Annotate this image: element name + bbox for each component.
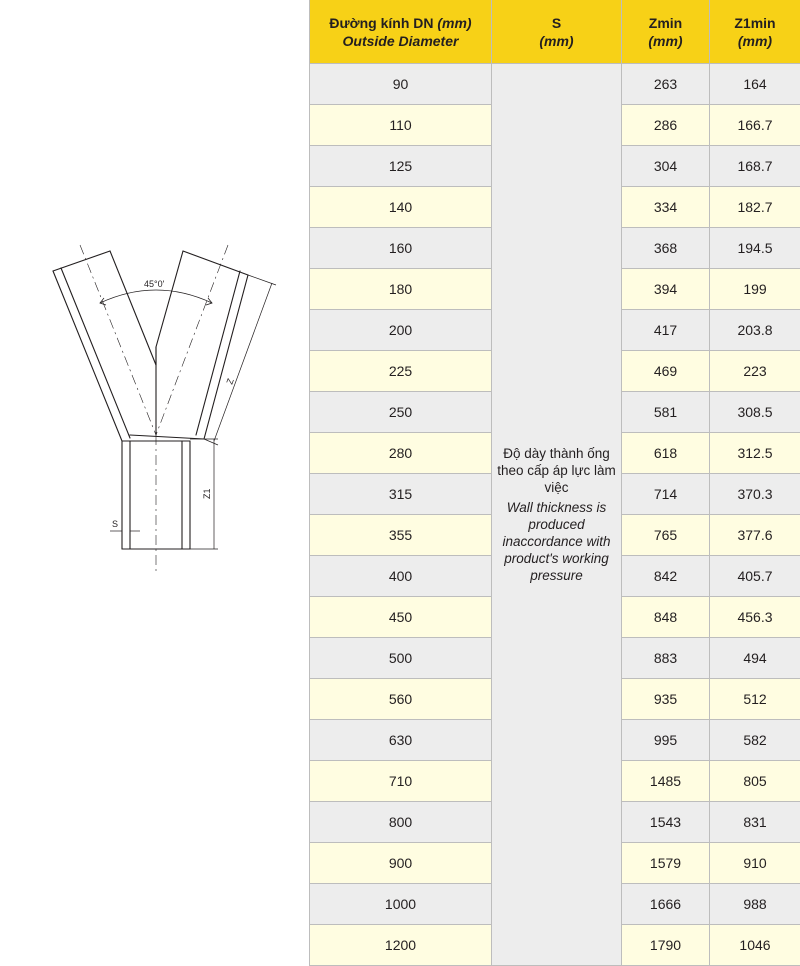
cell-z1min: 512 bbox=[710, 679, 800, 720]
cell-zmin: 469 bbox=[622, 351, 710, 392]
cell-z1min: 494 bbox=[710, 638, 800, 679]
cell-zmin: 1666 bbox=[622, 884, 710, 925]
table-row bbox=[310, 64, 800, 105]
wall-note-en: Wall thickness is produced inaccordance with product's working pressure bbox=[502, 500, 611, 583]
cell-outside-diameter: 225 bbox=[310, 351, 492, 392]
cell-zmin: 618 bbox=[622, 433, 710, 474]
header-zmin-name: Zmin bbox=[648, 14, 683, 31]
cell-outside-diameter: 500 bbox=[310, 638, 492, 679]
cell-outside-diameter: 355 bbox=[310, 515, 492, 556]
cell-zmin: 883 bbox=[622, 638, 710, 679]
cell-zmin: 1485 bbox=[622, 761, 710, 802]
header-z1min-name: Z1min bbox=[734, 14, 776, 31]
dimension-table bbox=[309, 0, 800, 966]
cell-outside-diameter: 250 bbox=[310, 392, 492, 433]
z-label: Z bbox=[224, 377, 236, 386]
header-dn-vi: Đường kính DN bbox=[329, 14, 434, 31]
cell-outside-diameter: 280 bbox=[310, 433, 492, 474]
cell-z1min: 405.7 bbox=[710, 556, 800, 597]
cell-zmin: 286 bbox=[622, 105, 710, 146]
header-s bbox=[492, 0, 622, 64]
cell-zmin: 368 bbox=[622, 228, 710, 269]
y-branch-drawing bbox=[40, 235, 290, 575]
cell-outside-diameter: 630 bbox=[310, 720, 492, 761]
cell-outside-diameter: 315 bbox=[310, 474, 492, 515]
cell-z1min: 1046 bbox=[710, 925, 800, 966]
header-z1min bbox=[710, 0, 800, 64]
cell-zmin: 842 bbox=[622, 556, 710, 597]
cell-outside-diameter: 125 bbox=[310, 146, 492, 187]
cell-z1min: 223 bbox=[710, 351, 800, 392]
header-zmin-unit: (mm) bbox=[648, 32, 683, 49]
cell-outside-diameter: 1200 bbox=[310, 925, 492, 966]
cell-zmin: 263 bbox=[622, 64, 710, 105]
cell-zmin: 334 bbox=[622, 187, 710, 228]
cell-zmin: 714 bbox=[622, 474, 710, 515]
angle-label: 45°0' bbox=[144, 279, 165, 289]
cell-zmin: 304 bbox=[622, 146, 710, 187]
cell-outside-diameter: 400 bbox=[310, 556, 492, 597]
cell-zmin: 581 bbox=[622, 392, 710, 433]
cell-wall-thickness-note bbox=[492, 64, 622, 966]
cell-outside-diameter: 90 bbox=[310, 64, 492, 105]
cell-z1min: 164 bbox=[710, 64, 800, 105]
cell-zmin: 417 bbox=[622, 310, 710, 351]
cell-z1min: 805 bbox=[710, 761, 800, 802]
cell-outside-diameter: 710 bbox=[310, 761, 492, 802]
cell-outside-diameter: 200 bbox=[310, 310, 492, 351]
cell-zmin: 1543 bbox=[622, 802, 710, 843]
z1-label: Z1 bbox=[202, 488, 212, 499]
header-s-name: S bbox=[551, 14, 562, 31]
cell-outside-diameter: 180 bbox=[310, 269, 492, 310]
header-s-unit: (mm) bbox=[539, 32, 574, 49]
header-z1min-unit: (mm) bbox=[737, 32, 773, 49]
table-header-row bbox=[310, 0, 800, 64]
cell-zmin: 848 bbox=[622, 597, 710, 638]
cell-z1min: 199 bbox=[710, 269, 800, 310]
cell-zmin: 765 bbox=[622, 515, 710, 556]
cell-z1min: 194.5 bbox=[710, 228, 800, 269]
header-zmin bbox=[622, 0, 710, 64]
cell-z1min: 831 bbox=[710, 802, 800, 843]
cell-zmin: 995 bbox=[622, 720, 710, 761]
cell-z1min: 308.5 bbox=[710, 392, 800, 433]
cell-z1min: 168.7 bbox=[710, 146, 800, 187]
cell-outside-diameter: 140 bbox=[310, 187, 492, 228]
cell-z1min: 988 bbox=[710, 884, 800, 925]
cell-z1min: 582 bbox=[710, 720, 800, 761]
cell-z1min: 910 bbox=[710, 843, 800, 884]
cell-outside-diameter: 560 bbox=[310, 679, 492, 720]
cell-z1min: 166.7 bbox=[710, 105, 800, 146]
cell-z1min: 456.3 bbox=[710, 597, 800, 638]
cell-zmin: 1579 bbox=[622, 843, 710, 884]
cell-outside-diameter: 900 bbox=[310, 843, 492, 884]
header-dn-en: Outside Diameter bbox=[342, 32, 459, 49]
cell-z1min: 370.3 bbox=[710, 474, 800, 515]
cell-z1min: 312.5 bbox=[710, 433, 800, 474]
cell-zmin: 394 bbox=[622, 269, 710, 310]
cell-outside-diameter: 1000 bbox=[310, 884, 492, 925]
cell-zmin: 935 bbox=[622, 679, 710, 720]
cell-outside-diameter: 800 bbox=[310, 802, 492, 843]
wall-note-vi: Độ dày thành ống theo cấp áp lực làm việc bbox=[497, 446, 616, 495]
cell-outside-diameter: 110 bbox=[310, 105, 492, 146]
header-dn-unit: (mm) bbox=[437, 14, 472, 31]
header-outside-diameter bbox=[310, 0, 492, 64]
cell-z1min: 182.7 bbox=[710, 187, 800, 228]
cell-zmin: 1790 bbox=[622, 925, 710, 966]
cell-outside-diameter: 450 bbox=[310, 597, 492, 638]
cell-z1min: 377.6 bbox=[710, 515, 800, 556]
s-label: S bbox=[112, 519, 119, 529]
cell-outside-diameter: 160 bbox=[310, 228, 492, 269]
cell-z1min: 203.8 bbox=[710, 310, 800, 351]
